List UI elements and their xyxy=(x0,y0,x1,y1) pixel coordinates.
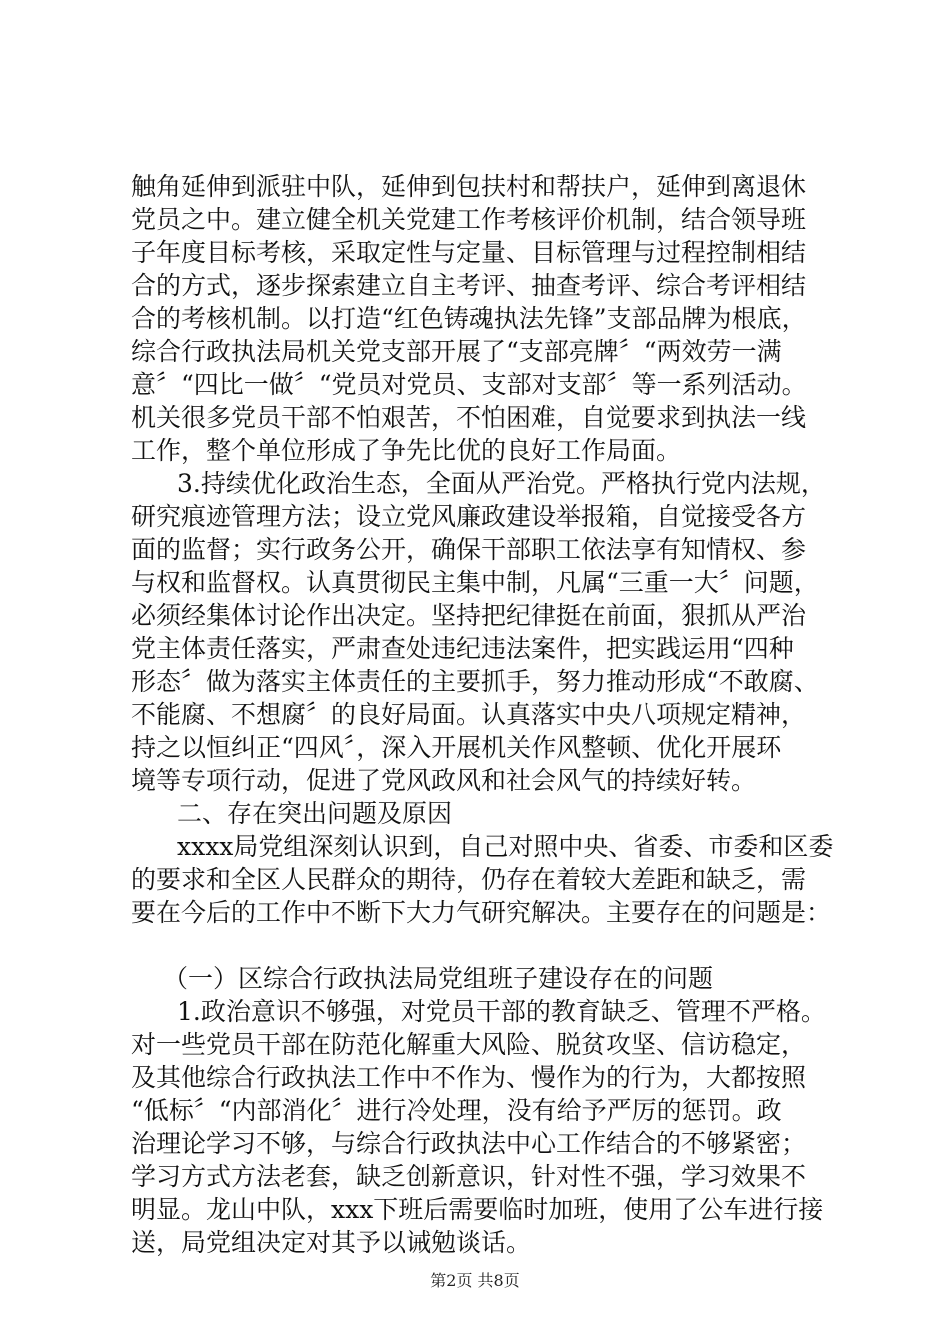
paragraph-start-line: 3.持续优化政治生态，全面从严治党。严格执行党内法规， xyxy=(177,469,826,498)
text-line: 与权和监督权。认真贯彻民主集中制，凡属“三重一大〞问题， xyxy=(131,568,819,597)
text-line: 及其他综合行政执法工作中不作为、慢作为的行为，大都按照 xyxy=(131,1063,807,1092)
paragraph-start-line: xxxx局党组深刻认识到，自己对照中央、省委、市委和区委 xyxy=(177,832,834,861)
text-line: 不能腐、不想腐〞的良好局面。认真落实中央八项规定精神， xyxy=(131,700,807,729)
text-line: 要在今后的工作中不断下大力气研究解决。主要存在的问题是： xyxy=(131,898,832,927)
paragraph-start-line: 1.政治意识不够强，对党员干部的教育缺乏、管理不严格。 xyxy=(177,997,826,1026)
text-line: 的要求和全区人民群众的期待，仍存在着较大差距和缺乏，需 xyxy=(131,865,807,894)
text-line: 境等专项行动，促进了党风政风和社会风气的持续好转。 xyxy=(131,766,757,795)
text-line: 合的方式，逐步探索建立自主考评、抽查考评、综合考评相结 xyxy=(131,271,807,300)
text-line: 党员之中。建立健全机关党建工作考核评价机制，结合领导班 xyxy=(131,205,807,234)
text-line: 学习方式方法老套，缺乏创新意识，针对性不强，学习效果不 xyxy=(131,1162,807,1191)
text-line: 研究痕迹管理方法；设立党风廉政建设举报箱，自觉接受各方 xyxy=(131,502,807,531)
text-line: 工作，整个单位形成了争先比优的良好工作局面。 xyxy=(131,436,682,465)
text-line: 送，局党组决定对其予以诫勉谈话。 xyxy=(131,1228,532,1257)
subsection-heading: （一）区综合行政执法局党组班子建设存在的问题 xyxy=(163,964,714,993)
text-line: 必须经集体讨论作出决定。坚持把纪律挺在前面，狠抓从严治 xyxy=(131,601,807,630)
blank-line xyxy=(131,929,831,962)
text-line: 合的考核机制。以打造“红色铸魂执法先锋”支部品牌为根底， xyxy=(131,304,807,333)
text-line: 意〞“四比一做〞“党员对党员、支部对支部〞等一系列活动。 xyxy=(131,370,807,399)
text-line: 综合行政执法局机关党支部开展了“支部亮牌〞“两效劳一满 xyxy=(131,337,782,366)
section-heading: 二、存在突出问题及原因 xyxy=(177,799,453,828)
text-line: 持之以恒纠正“四风〞，深入开展机关作风整顿、优化开展环 xyxy=(131,733,782,762)
text-line: “低标〞“内部消化〞进行冷处理，没有给予严厉的惩罚。政 xyxy=(131,1096,782,1125)
text-line: 子年度目标考核，采取定性与定量、目标管理与过程控制相结 xyxy=(131,238,807,267)
text-line: 明显。龙山中队，xxx下班后需要临时加班，使用了公车进行接 xyxy=(131,1195,824,1224)
page-number-footer: 第2页 共8页 xyxy=(430,1271,520,1290)
text-line: 面的监督；实行政务公开，确保干部职工依法享有知情权、参 xyxy=(131,535,807,564)
text-line: 触角延伸到派驻中队，延伸到包扶村和帮扶户，延伸到离退休 xyxy=(131,172,807,201)
text-line: 党主体责任落实，严肃查处违纪违法案件，把实践运用“四种 xyxy=(131,634,794,663)
text-line: 对一些党员干部在防范化解重大风险、脱贫攻坚、信访稳定， xyxy=(131,1030,807,1059)
document-body xyxy=(131,170,834,1259)
text-line: 形态〞做为落实主体责任的主要抓手，努力推动形成“不敢腐、 xyxy=(131,667,819,696)
text-line: 治理论学习不够，与综合行政执法中心工作结合的不够紧密； xyxy=(131,1129,807,1158)
text-line: 机关很多党员干部不怕艰苦，不怕困难，自觉要求到执法一线 xyxy=(131,403,807,432)
